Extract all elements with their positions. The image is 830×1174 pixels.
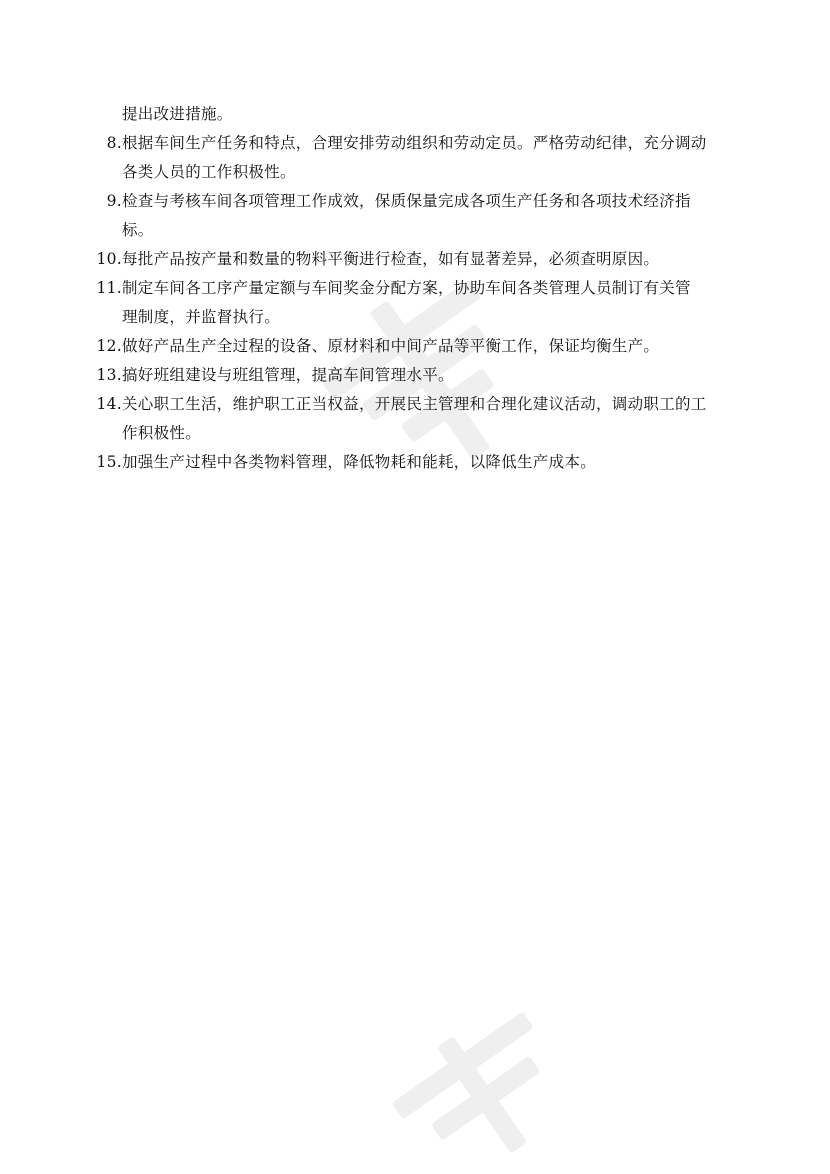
list-item-text: 加强生产过程中各类物料管理，降低物耗和能耗，以降低生产成本。 (122, 453, 597, 471)
list-item-number: 15. (96, 453, 122, 471)
list-item (96, 245, 746, 274)
list-item-number: 11. (96, 279, 122, 297)
list-item-number: 13. (96, 366, 122, 384)
list-item-text: 根据车间生产任务和特点，合理安排劳动组织和劳动定员。严格劳动纪律，充分调动 (122, 134, 707, 152)
list-item-text-continued: 理制度，并监督执行。 (122, 308, 281, 326)
list-item-number: 9. (106, 192, 122, 210)
list-item-continuation: 提出改进措施。 (122, 105, 233, 123)
list-item-text: 检查与考核车间各项管理工作成效，保质保量完成各项生产任务和各项技术经济指 (122, 192, 691, 210)
list-item-text: 搞好班组建设与班组管理，提高车间管理水平。 (122, 366, 454, 384)
list-item-text: 每批产品按产量和数量的物料平衡进行检查，如有显著差异，必须查明原因。 (122, 250, 660, 268)
list-item (96, 274, 746, 303)
list-item-text-continued: 各类人员的工作积极性。 (122, 163, 296, 181)
duty-list (96, 100, 746, 477)
list-item-text: 做好产品生产全过程的设备、原材料和中间产品等平衡工作，保证均衡生产。 (122, 337, 660, 355)
list-item (96, 129, 746, 158)
list-item (96, 390, 746, 419)
list-item-number: 12. (96, 337, 122, 355)
list-item (96, 361, 746, 390)
list-item-text-continued: 标。 (122, 221, 154, 239)
list-item (96, 448, 746, 477)
list-item-number: 14. (96, 395, 122, 413)
watermark-mark (370, 1010, 590, 1170)
list-item (96, 332, 746, 361)
list-item (96, 187, 746, 216)
list-item-text: 制定车间各工序产量定额与车间奖金分配方案，协助车间各类管理人员制订有关管 (122, 279, 691, 297)
list-item-number: 10. (96, 250, 122, 268)
list-item-text-continued: 作积极性。 (122, 424, 202, 442)
list-item-number: 8. (106, 134, 122, 152)
list-item-text: 关心职工生活，维护职工正当权益，开展民主管理和合理化建议活动，调动职工的工 (122, 395, 707, 413)
